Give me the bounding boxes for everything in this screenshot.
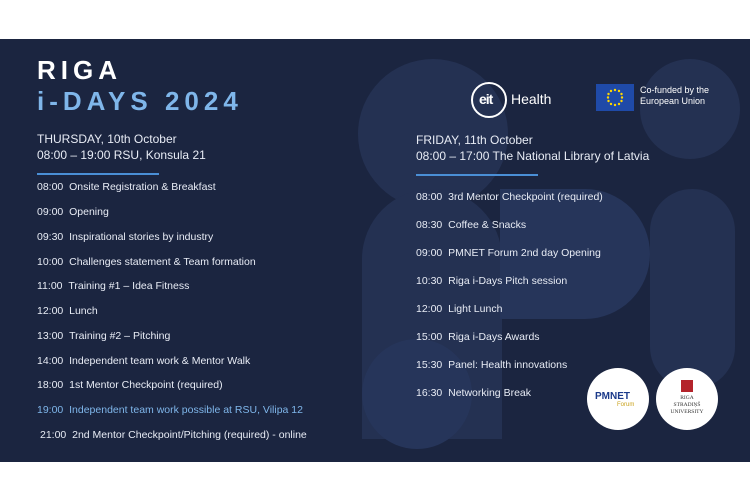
eu-flag-icon bbox=[596, 84, 634, 111]
schedule-item bbox=[37, 355, 250, 367]
day2-subheading: 08:00 – 17:00 The National Library of Latvia bbox=[416, 149, 650, 163]
item-text: Riga i-Days Pitch session bbox=[448, 275, 568, 287]
rsu-line1: RIGA bbox=[680, 395, 694, 401]
title-line2: i-DAYS 2024 bbox=[37, 86, 243, 116]
schedule-item bbox=[416, 303, 502, 315]
schedule-item-highlight bbox=[37, 404, 303, 416]
item-time: 15:30 bbox=[416, 359, 443, 371]
item-text: Networking Break bbox=[448, 387, 531, 399]
schedule-item bbox=[37, 181, 216, 193]
eit-logo bbox=[471, 82, 507, 118]
item-time: 14:00 bbox=[37, 355, 64, 367]
item-text: Training #1 – Idea Fitness bbox=[68, 280, 190, 292]
day2-header bbox=[416, 132, 649, 164]
item-text: Riga i-Days Awards bbox=[448, 331, 540, 343]
rsu-line3: UNIVERSITY bbox=[670, 409, 704, 415]
schedule-item bbox=[37, 330, 170, 342]
pmnet-logo-text bbox=[595, 391, 634, 408]
rsu-line2: STRADIŅŠ bbox=[673, 402, 701, 408]
item-time: 10:30 bbox=[416, 275, 443, 287]
item-time: 09:30 bbox=[37, 231, 64, 243]
item-text: Inspirational stories by industry bbox=[69, 231, 214, 243]
schedule-item bbox=[37, 256, 256, 268]
item-time: 13:00 bbox=[37, 330, 64, 342]
schedule-item bbox=[416, 247, 601, 259]
item-text: Training #2 – Pitching bbox=[69, 330, 171, 342]
item-time: 08:30 bbox=[416, 219, 443, 231]
item-time: 12:00 bbox=[37, 305, 64, 317]
schedule-item bbox=[37, 206, 109, 218]
schedule-item bbox=[416, 275, 567, 287]
day1-heading: THURSDAY, 10th October bbox=[37, 132, 177, 146]
eu-text-line2: European Union bbox=[640, 96, 706, 106]
rsu-logo bbox=[656, 368, 718, 430]
eit-logo-text: eit bbox=[479, 91, 493, 107]
pmnet-forum-logo bbox=[587, 368, 649, 430]
schedule-item bbox=[37, 379, 223, 391]
eu-text-line1: Co-funded by the bbox=[640, 85, 710, 95]
item-time: 16:30 bbox=[416, 387, 443, 399]
schedule-item bbox=[416, 387, 531, 399]
decor-circle-top-right bbox=[640, 59, 740, 159]
item-time: 09:00 bbox=[37, 206, 64, 218]
item-time: 08:00 bbox=[416, 191, 443, 203]
event-banner bbox=[0, 39, 750, 462]
item-time: 21:00 bbox=[40, 429, 67, 441]
rsu-crest-icon bbox=[681, 380, 693, 392]
item-text: Light Lunch bbox=[448, 303, 503, 315]
day1-header bbox=[37, 131, 206, 163]
schedule-item bbox=[416, 191, 603, 203]
item-time: 08:00 bbox=[37, 181, 64, 193]
item-text: Opening bbox=[69, 206, 109, 218]
day1-rule bbox=[37, 173, 159, 175]
item-text: 3rd Mentor Checkpoint (required) bbox=[448, 191, 603, 203]
day1-subheading: 08:00 – 19:00 RSU, Konsula 21 bbox=[37, 148, 206, 162]
item-text: PMNET Forum 2nd day Opening bbox=[448, 247, 601, 259]
item-text: 1st Mentor Checkpoint (required) bbox=[69, 379, 223, 391]
item-text: 2nd Mentor Checkpoint/Pitching (required) - online bbox=[72, 429, 307, 441]
schedule-item bbox=[37, 280, 189, 292]
item-text: Coffee & Snacks bbox=[448, 219, 527, 231]
schedule-item bbox=[40, 429, 307, 441]
item-time: 10:00 bbox=[37, 256, 64, 268]
decor-shape-right bbox=[650, 189, 735, 389]
item-text: Challenges statement & Team formation bbox=[69, 256, 256, 268]
item-text: Independent team work & Mentor Walk bbox=[69, 355, 251, 367]
rsu-logo-text bbox=[660, 395, 714, 416]
eu-cofunded-text bbox=[640, 85, 709, 107]
schedule-item bbox=[416, 331, 540, 343]
eit-health-text: Health bbox=[511, 91, 552, 107]
pmnet-name: PMNET bbox=[595, 391, 630, 402]
schedule-item bbox=[416, 359, 567, 371]
item-time: 15:00 bbox=[416, 331, 443, 343]
eu-stars-icon bbox=[596, 84, 634, 111]
item-time: 19:00 bbox=[37, 404, 64, 416]
day2-rule bbox=[416, 174, 538, 176]
schedule-item bbox=[37, 231, 213, 243]
item-time: 11:00 bbox=[37, 280, 63, 292]
item-text: Onsite Registration & Breakfast bbox=[69, 181, 216, 193]
item-text: Panel: Health innovations bbox=[448, 359, 568, 371]
item-text: Independent team work possible at RSU, Vilipa 12 bbox=[69, 404, 303, 416]
pmnet-sub: Forum bbox=[617, 402, 635, 408]
item-time: 12:00 bbox=[416, 303, 443, 315]
day2-heading: FRIDAY, 11th October bbox=[416, 133, 533, 147]
title-line1: RIGA bbox=[37, 55, 122, 85]
item-time: 09:00 bbox=[416, 247, 443, 259]
item-time: 18:00 bbox=[37, 379, 64, 391]
schedule-item bbox=[37, 305, 98, 317]
item-text: Lunch bbox=[69, 305, 98, 317]
schedule-item bbox=[416, 219, 526, 231]
